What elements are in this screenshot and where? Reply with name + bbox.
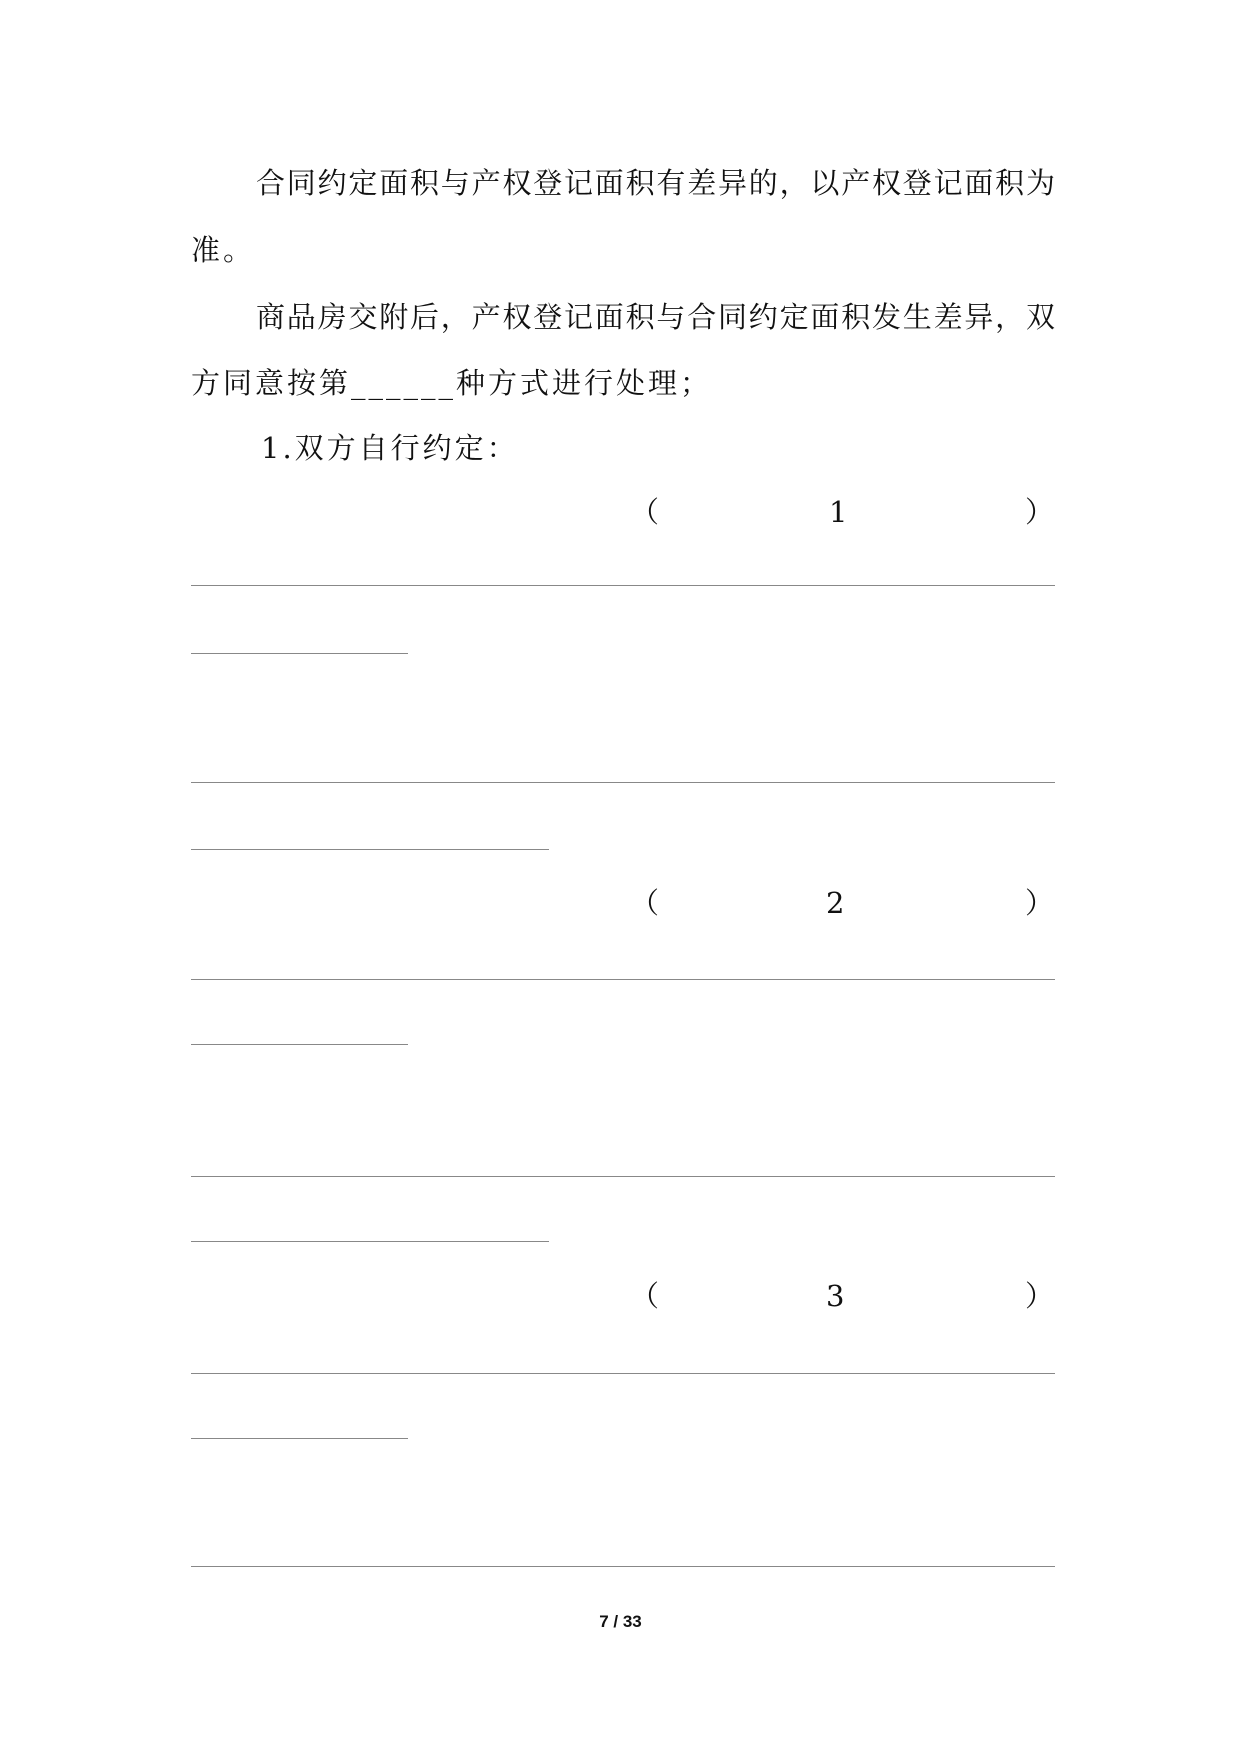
fill-line bbox=[191, 1176, 1055, 1177]
fill-line bbox=[191, 1438, 408, 1439]
option-1-close-paren: ） bbox=[1025, 495, 1055, 529]
option-1-number: 1 bbox=[829, 495, 848, 529]
option-2-open-paren: （ bbox=[630, 886, 660, 920]
fill-line bbox=[191, 782, 1055, 783]
fill-line bbox=[191, 849, 549, 850]
paragraph-1-line-1: 合同约定面积与产权登记面积有差异的，以产权登记面积为 bbox=[256, 166, 1055, 200]
paragraph-2-line-2: 方同意按第______种方式进行处理； bbox=[191, 366, 713, 400]
page-number: 7 / 33 bbox=[599, 1612, 642, 1631]
fill-line bbox=[191, 1044, 408, 1045]
option-2-number: 2 bbox=[826, 886, 845, 920]
fill-line bbox=[191, 653, 408, 654]
fill-line bbox=[191, 585, 1055, 586]
fill-line bbox=[191, 1566, 1055, 1567]
fill-line bbox=[191, 1373, 1055, 1374]
option-2-close-paren: ） bbox=[1025, 886, 1055, 920]
option-3-number: 3 bbox=[826, 1279, 845, 1313]
item-1-heading: 1.双方自行约定： bbox=[261, 431, 519, 465]
paragraph-1-line-2: 准。 bbox=[191, 233, 256, 267]
option-1-open-paren: （ bbox=[630, 495, 660, 529]
fill-line bbox=[191, 1241, 549, 1242]
option-3-open-paren: （ bbox=[630, 1279, 660, 1313]
paragraph-2-line-1: 商品房交附后，产权登记面积与合同约定面积发生差异，双 bbox=[256, 300, 1055, 334]
option-3-close-paren: ） bbox=[1025, 1279, 1055, 1313]
fill-line bbox=[191, 979, 1055, 980]
